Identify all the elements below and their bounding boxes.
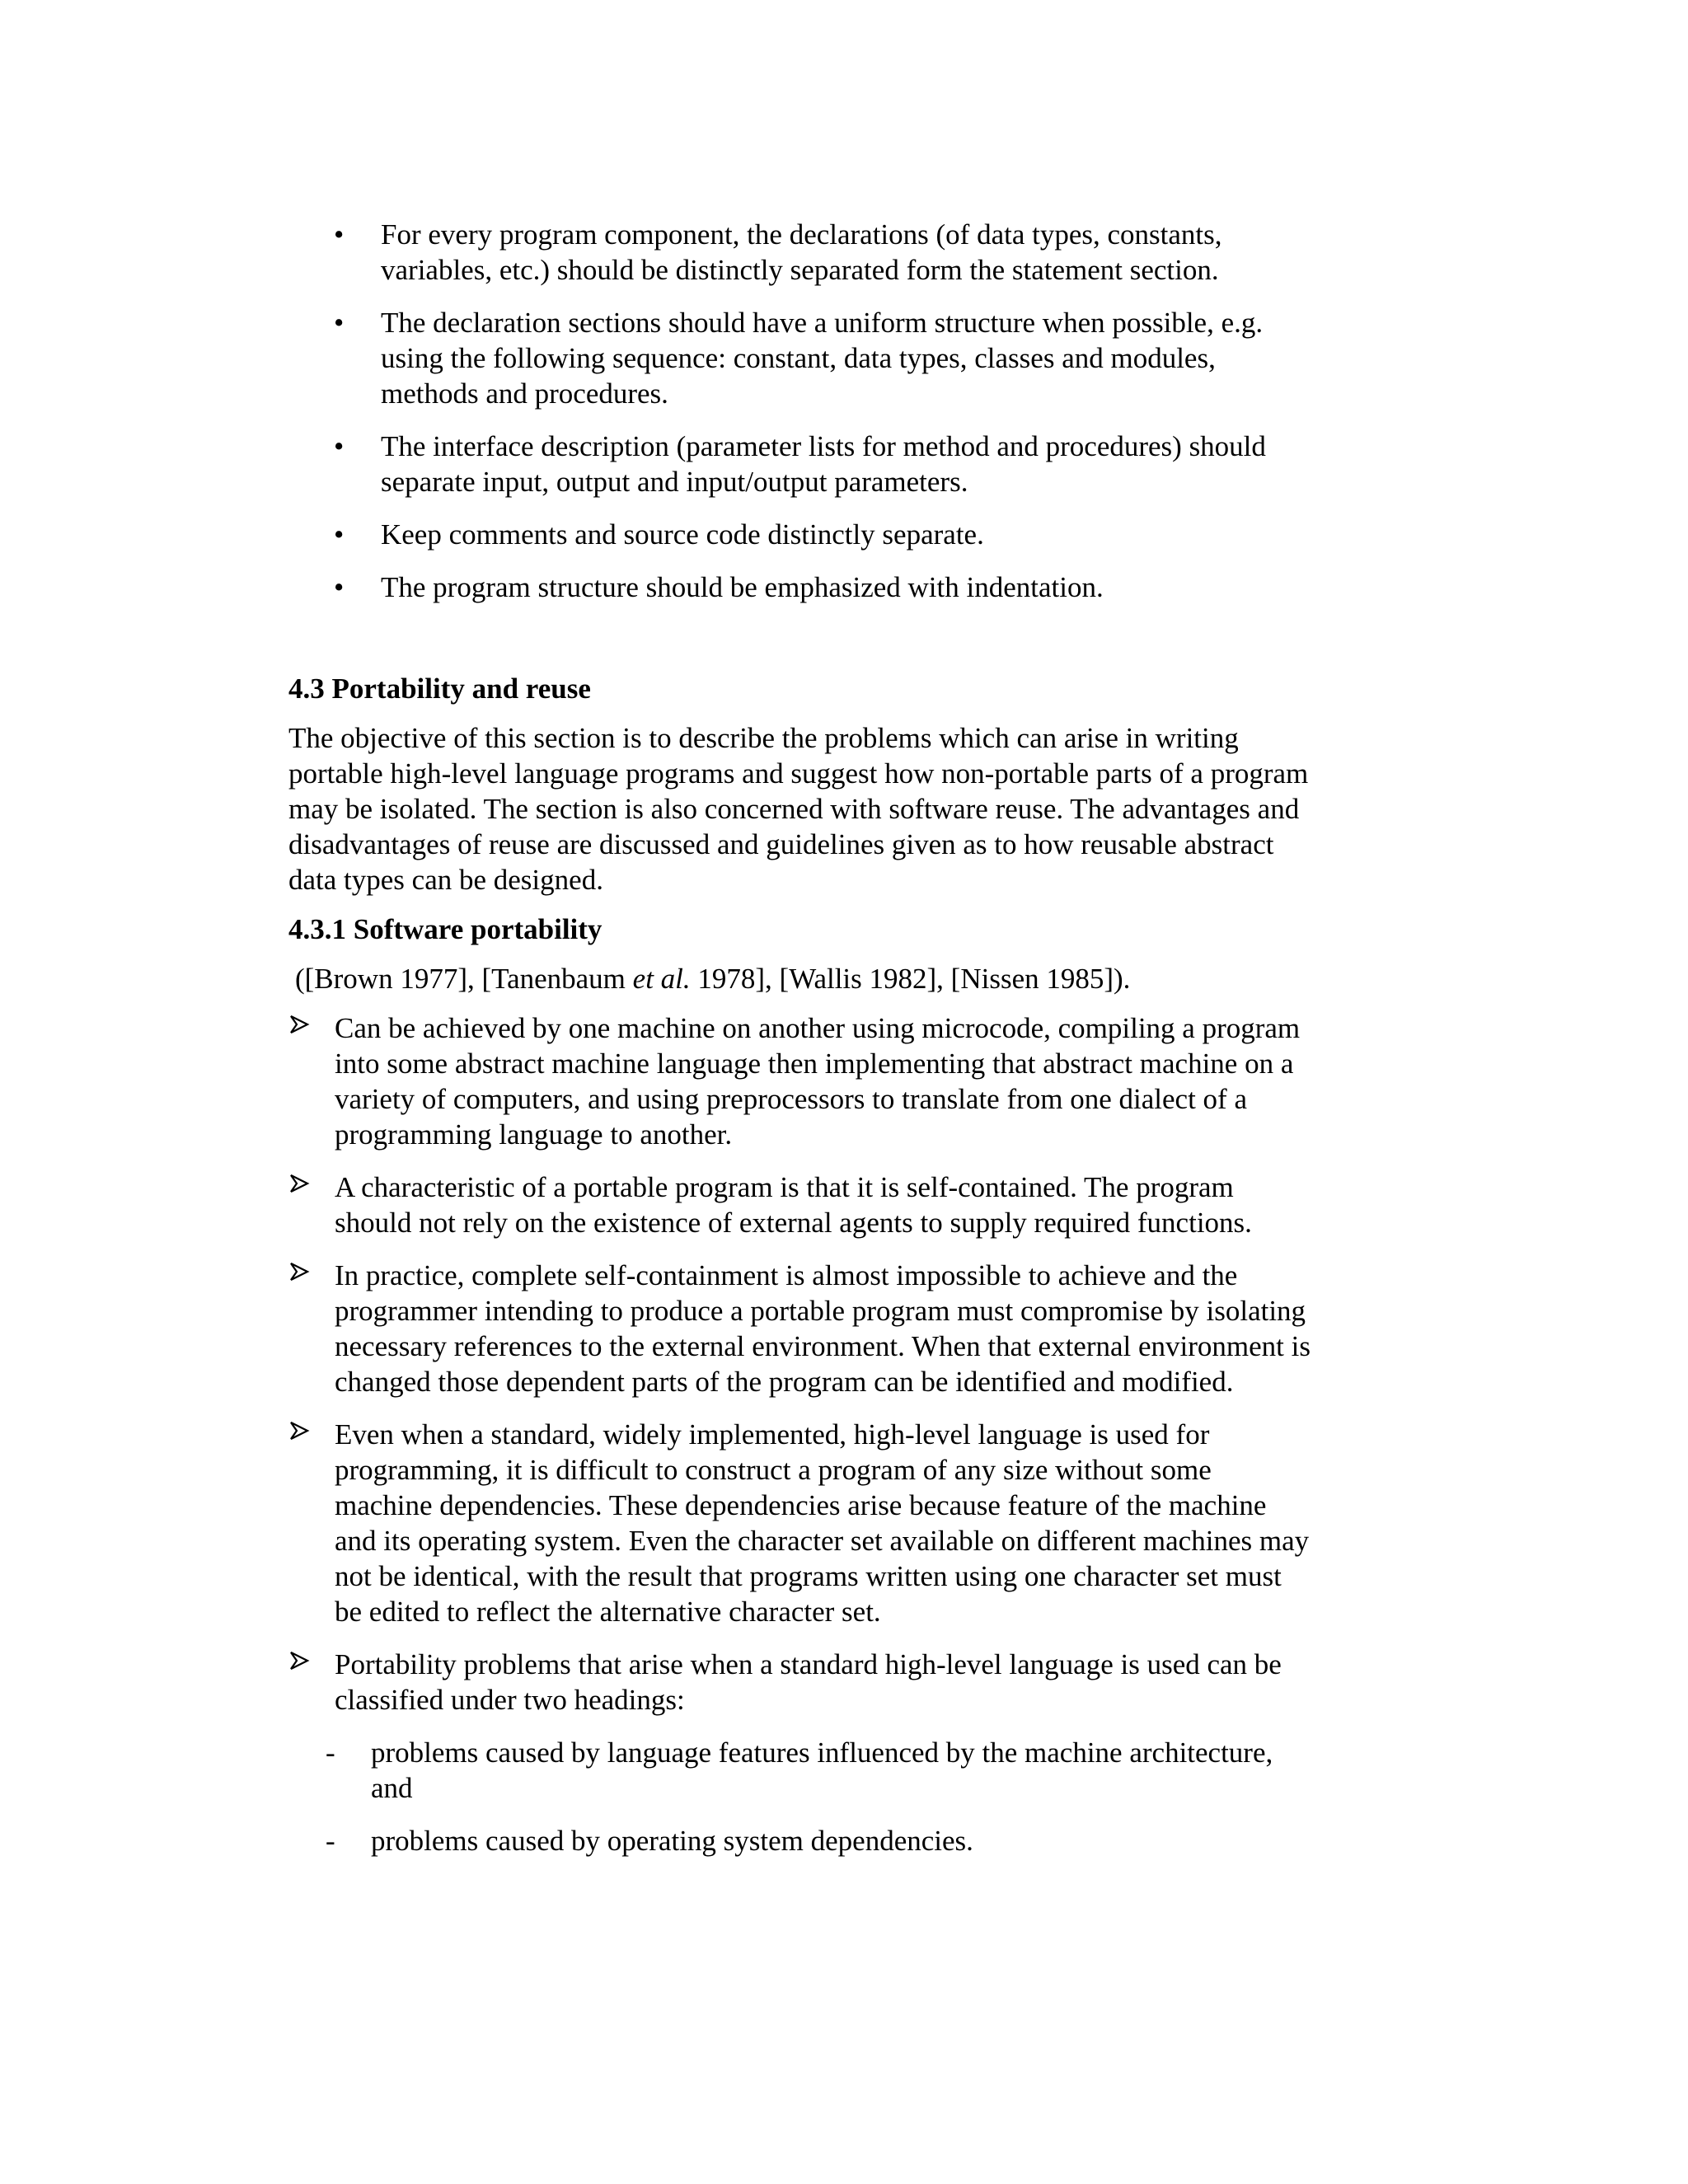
text-line: The interface description (parameter lists for method and procedures) should bbox=[381, 430, 1266, 462]
citation-text: ([Brown 1977], [Tanenbaum bbox=[295, 963, 633, 995]
dash-sublist bbox=[288, 1735, 1385, 1858]
text-line: problems caused by language features influenced by the machine architecture, bbox=[371, 1736, 1273, 1769]
arrow-bullet-icon bbox=[288, 1261, 310, 1282]
text-line: necessary references to the external environment. When that external environment is bbox=[335, 1330, 1311, 1362]
arrow-bullet-icon bbox=[288, 1420, 310, 1441]
text-line: The objective of this section is to describe the problems which can arise in writing bbox=[288, 722, 1239, 754]
citation-line bbox=[288, 961, 1385, 996]
text-line: The program structure should be emphasized with indentation. bbox=[381, 571, 1104, 603]
text-line: programming language to another. bbox=[335, 1118, 733, 1151]
arrow-list-item bbox=[288, 1647, 1385, 1718]
text-line: Keep comments and source code distinctly separate. bbox=[381, 518, 984, 551]
arrow-bullet-icon bbox=[288, 1173, 310, 1194]
text-line: variety of computers, and using preprocessors to translate from one dialect of a bbox=[335, 1083, 1247, 1115]
citation-italic: et al. bbox=[632, 963, 691, 995]
arrow-bullet-icon bbox=[288, 1650, 310, 1671]
text-line: disadvantages of reuse are discussed and guidelines given as to how reusable abstract bbox=[288, 828, 1274, 860]
text-line: be edited to reflect the alternative character set. bbox=[335, 1596, 881, 1628]
bullet-item bbox=[288, 517, 1385, 552]
text-line: A characteristic of a portable program is that it is self-contained. The program bbox=[335, 1171, 1234, 1203]
text-line: changed those dependent parts of the program can be identified and modified. bbox=[335, 1366, 1234, 1398]
text-line: In practice, complete self-containment is almost impossible to achieve and the bbox=[335, 1259, 1238, 1291]
text-line: programmer intending to produce a portable program must compromise by isolating bbox=[335, 1295, 1306, 1327]
text-line: Can be achieved by one machine on another using microcode, compiling a program bbox=[335, 1012, 1301, 1044]
arrow-list-item bbox=[288, 1417, 1385, 1629]
text-line: into some abstract machine language then implementing that abstract machine on a bbox=[335, 1047, 1294, 1080]
bullet-item bbox=[288, 217, 1385, 288]
text-line: may be isolated. The section is also concerned with software reuse. The advantages and bbox=[288, 793, 1300, 825]
text-line: should not rely on the existence of external agents to supply required functions. bbox=[335, 1207, 1252, 1239]
text-line: Even when a standard, widely implemented, high-level language is used for bbox=[335, 1418, 1210, 1451]
document-page bbox=[288, 217, 1385, 1876]
text-line: The declaration sections should have a uniform structure when possible, e.g. bbox=[381, 307, 1264, 339]
text-line: classified under two headings: bbox=[335, 1684, 685, 1716]
text-line: and bbox=[371, 1772, 413, 1804]
text-line: portable high-level language programs and suggest how non-portable parts of a program bbox=[288, 757, 1309, 790]
arrow-list-item bbox=[288, 1169, 1385, 1240]
bullet-icon: • bbox=[334, 307, 345, 339]
text-line: not be identical, with the result that programs written using one character set must bbox=[335, 1560, 1282, 1592]
text-line: Portability problems that arise when a standard high-level language is used can be bbox=[335, 1648, 1282, 1680]
text-line: programming, it is difficult to construct a program of any size without some bbox=[335, 1454, 1212, 1486]
guideline-bullet-list bbox=[288, 217, 1385, 605]
text-line: and its operating system. Even the character set available on different machines may bbox=[335, 1525, 1310, 1557]
text-line: machine dependencies. These dependencies arise because feature of the machine bbox=[335, 1489, 1267, 1521]
arrow-bullet-icon bbox=[288, 1014, 310, 1035]
bullet-icon: • bbox=[334, 571, 345, 603]
section-heading: 4.3 Portability and reuse bbox=[288, 673, 591, 705]
bullet-icon: • bbox=[334, 218, 345, 251]
citation-text: 1978], [Wallis 1982], [Nissen 1985]). bbox=[690, 963, 1131, 995]
subsection-heading: 4.3.1 Software portability bbox=[288, 913, 603, 945]
bullet-item bbox=[288, 429, 1385, 499]
text-line: using the following sequence: constant, data types, classes and modules, bbox=[381, 342, 1216, 374]
bullet-item bbox=[288, 569, 1385, 605]
bullet-icon: • bbox=[334, 430, 345, 462]
text-line: For every program component, the declarations (of data types, constants, bbox=[381, 218, 1222, 251]
bullet-item bbox=[288, 305, 1385, 411]
arrow-list-item bbox=[288, 1258, 1385, 1399]
text-line: variables, etc.) should be distinctly separated form the statement section. bbox=[381, 254, 1219, 286]
text-line: data types can be designed. bbox=[288, 864, 603, 896]
dash-bullet-icon: - bbox=[326, 1736, 335, 1769]
section-intro-paragraph bbox=[288, 720, 1385, 898]
bullet-icon: • bbox=[334, 518, 345, 551]
text-line: methods and procedures. bbox=[381, 377, 668, 410]
arrow-list-item bbox=[288, 1010, 1385, 1152]
dash-bullet-icon: - bbox=[326, 1825, 335, 1857]
dash-list-item bbox=[288, 1735, 1385, 1806]
text-line: problems caused by operating system dependencies. bbox=[371, 1825, 973, 1857]
dash-list-item bbox=[288, 1823, 1385, 1858]
text-line: separate input, output and input/output parameters. bbox=[381, 466, 968, 498]
portability-arrow-list bbox=[288, 1010, 1385, 1718]
section-spacer bbox=[288, 622, 1385, 671]
